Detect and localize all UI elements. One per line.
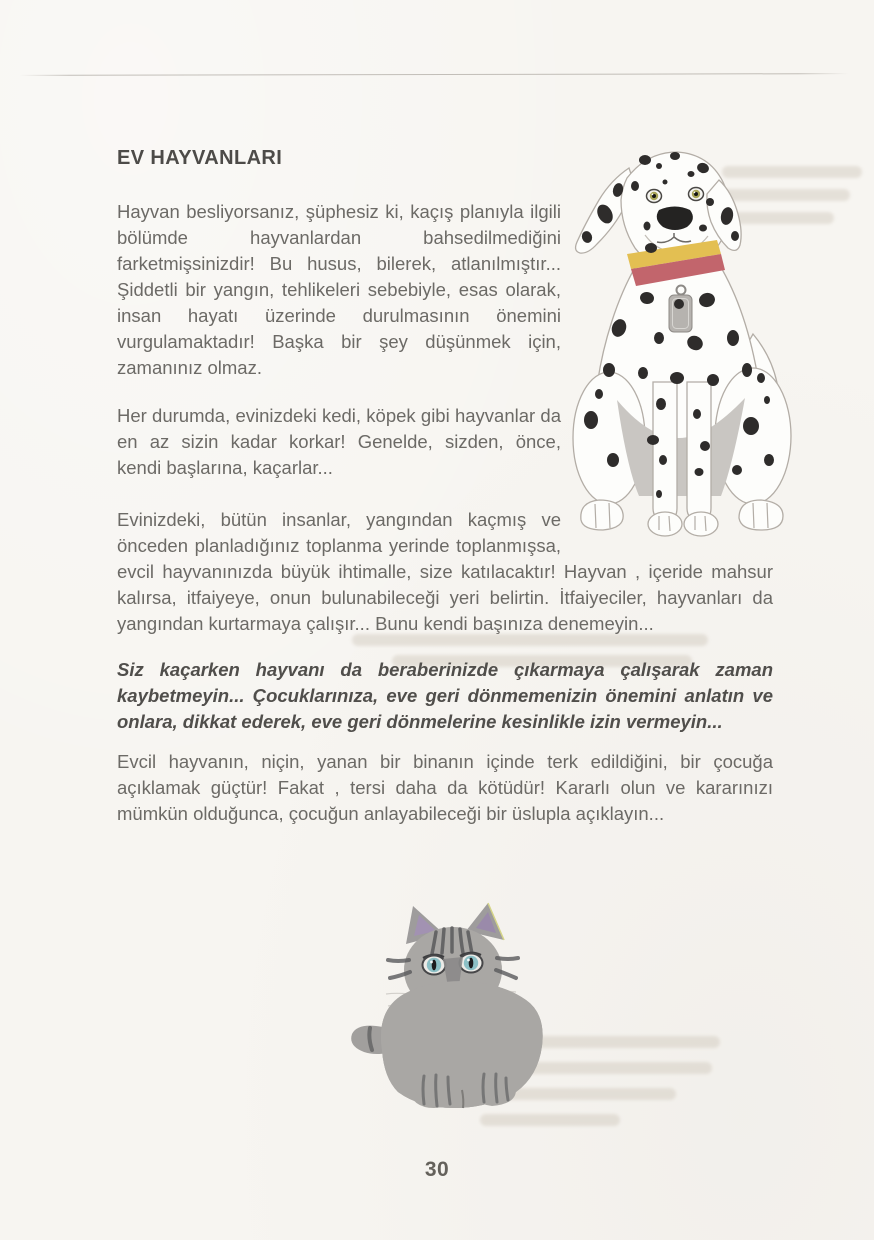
paragraph-3: Evinizdeki, bütün insanlar, yangından kaçmış ve önceden planladığınız toplanma yerinde toplanmışsa, evcil hayvanınızda büyük ihtimalle, size katılacaktır! Hayvan , içeride mahsur kalırsa, itfaiyeye, onun bulunabileceği yeri belirtin. İtfaiyeciler, hayvanları da yangından kurtarmaya çalışır... Bunu kendi başınıza denemeyin...: [117, 509, 773, 634]
paragraph-4-emphasis: Siz kaçarken hayvanı da beraberinizde çıkarmaya çalışarak zaman kaybetmeyin... Çocuklarınıza, eve geri dönmemenizin önemini anlatın ve onlara, dikkat ederek, eve geri dönmelerine kesinlikle izin vermeyin...: [117, 659, 773, 732]
dog-front-paw-left: [648, 512, 682, 536]
dalmatian-illustration-wrap: [569, 145, 773, 557]
paragraph-1: Hayvan besliyorsanız, şüphesiz ki, kaçış planıyla ilgili bölümde hayvanlardan bahsedilmediğini farketmişsinizdir! Bu husus, bilerek, atlanılmıştır... Şiddetli bir yangın, tehlikeleri sebebiyle, esas olarak, insan hayatı üzerinde durulmasının önemini vurgulamaktadır! Başka bir şey düşünmek için, zamanınız olmaz.: [117, 201, 561, 378]
paragraph-5: Evcil hayvanın, niçin, yanan bir binanın içinde terk edildiğini, bir çocuğa açıklamak güçtür! Fakat , tersi daha da kötüdür! Kararlı olun ve kararınızı mümkün olduğunca, çocuğun anlayabileceği bir üslupla açıklayın...: [117, 751, 773, 824]
tabby-cat-illustration: [330, 898, 592, 1132]
dog-hind-paw-left: [581, 500, 623, 530]
page-title: EV HAYVANLARI: [117, 147, 283, 169]
dog-front-leg-right: [687, 382, 711, 520]
dalmatian-dog-illustration: [555, 138, 873, 562]
page-number: 30: [424, 1158, 450, 1181]
dog-front-paw-right: [684, 512, 718, 536]
page-top-rule: [20, 73, 848, 76]
paragraph-2: Her durumda, evinizdeki kedi, köpek gibi hayvanlar da en az sizin kadar korkar! Genelde, sizden, önce, kendi başlarına, kaçarlar...: [117, 405, 561, 478]
dog-hind-paw-right: [739, 500, 783, 530]
article: [117, 145, 773, 827]
